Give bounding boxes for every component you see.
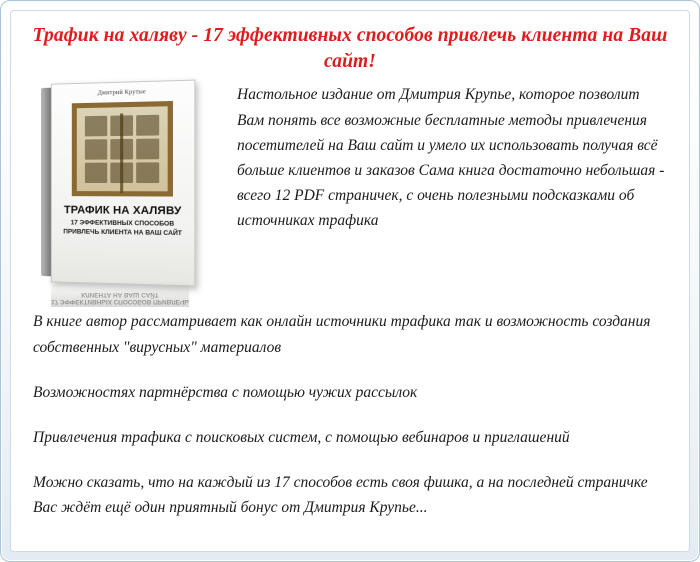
cover-glyph [85, 140, 107, 161]
book-3d [41, 80, 195, 285]
book-cover-artwork [72, 101, 173, 197]
cover-glyph [85, 163, 107, 183]
page-title: Трафик на халяву - 17 эффективных способов привлечь клиента на Ваш сайт! [32, 25, 668, 72]
body-paragraphs [33, 309, 671, 520]
book-subtitle-label: 17 ЭФФЕКТИВНЫХ СПОСОБОВ ПРИВЛЕЧЬ КЛИЕНТА НА ВАШ САЙТ [63, 219, 182, 238]
paragraph: Возможностях партнёрства с помощью чужих рассылок [33, 383, 418, 401]
book-front-cover [51, 80, 196, 287]
cover-glyph [136, 163, 159, 184]
book-author-label: Дмитрий Крутые [97, 89, 146, 98]
paragraph: В книге автор рассматривает как онлайн источники трафика так и возможность создания собственных "вирусных" материалов [33, 313, 651, 356]
content-card [10, 10, 690, 552]
paragraph: Привлечения трафика с поисковых систем, с помощью вебинаров и приглашений [33, 428, 570, 446]
paragraph: Можно сказать, что на каждый из 17 способов есть своя фишка, а на последней страничке Вас ждёт ещё один приятный бонус от Дмитрия Крупье... [33, 473, 648, 517]
intro-paragraph: Настольное издание от Дмитрия Крупье, которое позволит Вам понять все возможные бесплатные методы привлечения посетителей на Ваш сайт и умело их использовать получая всё больше клиентов и заказов Сама книга достаточно небольшая - всего 12 PDF страничек, с очень полезными подсказками об источниках трафика [237, 86, 665, 230]
cover-glyph [136, 115, 159, 136]
cover-glyph [110, 163, 133, 184]
cover-glyph [85, 116, 107, 137]
cover-glyph [110, 139, 133, 160]
book-reflection: 17 ЭФФЕКТИВНЫХ СПОСОБОВ ПРИВЛЕЧЬ КЛИЕНТА НА ВАШ САЙТ [51, 281, 189, 307]
cover-glyph [110, 116, 133, 137]
cover-glyph [136, 139, 159, 160]
book-title-label: ТРАФИК НА ХАЛЯВУ [63, 204, 182, 218]
cover-glyph-grid [85, 115, 159, 183]
book-cover-illustration [27, 80, 227, 307]
intro-section [27, 80, 673, 307]
